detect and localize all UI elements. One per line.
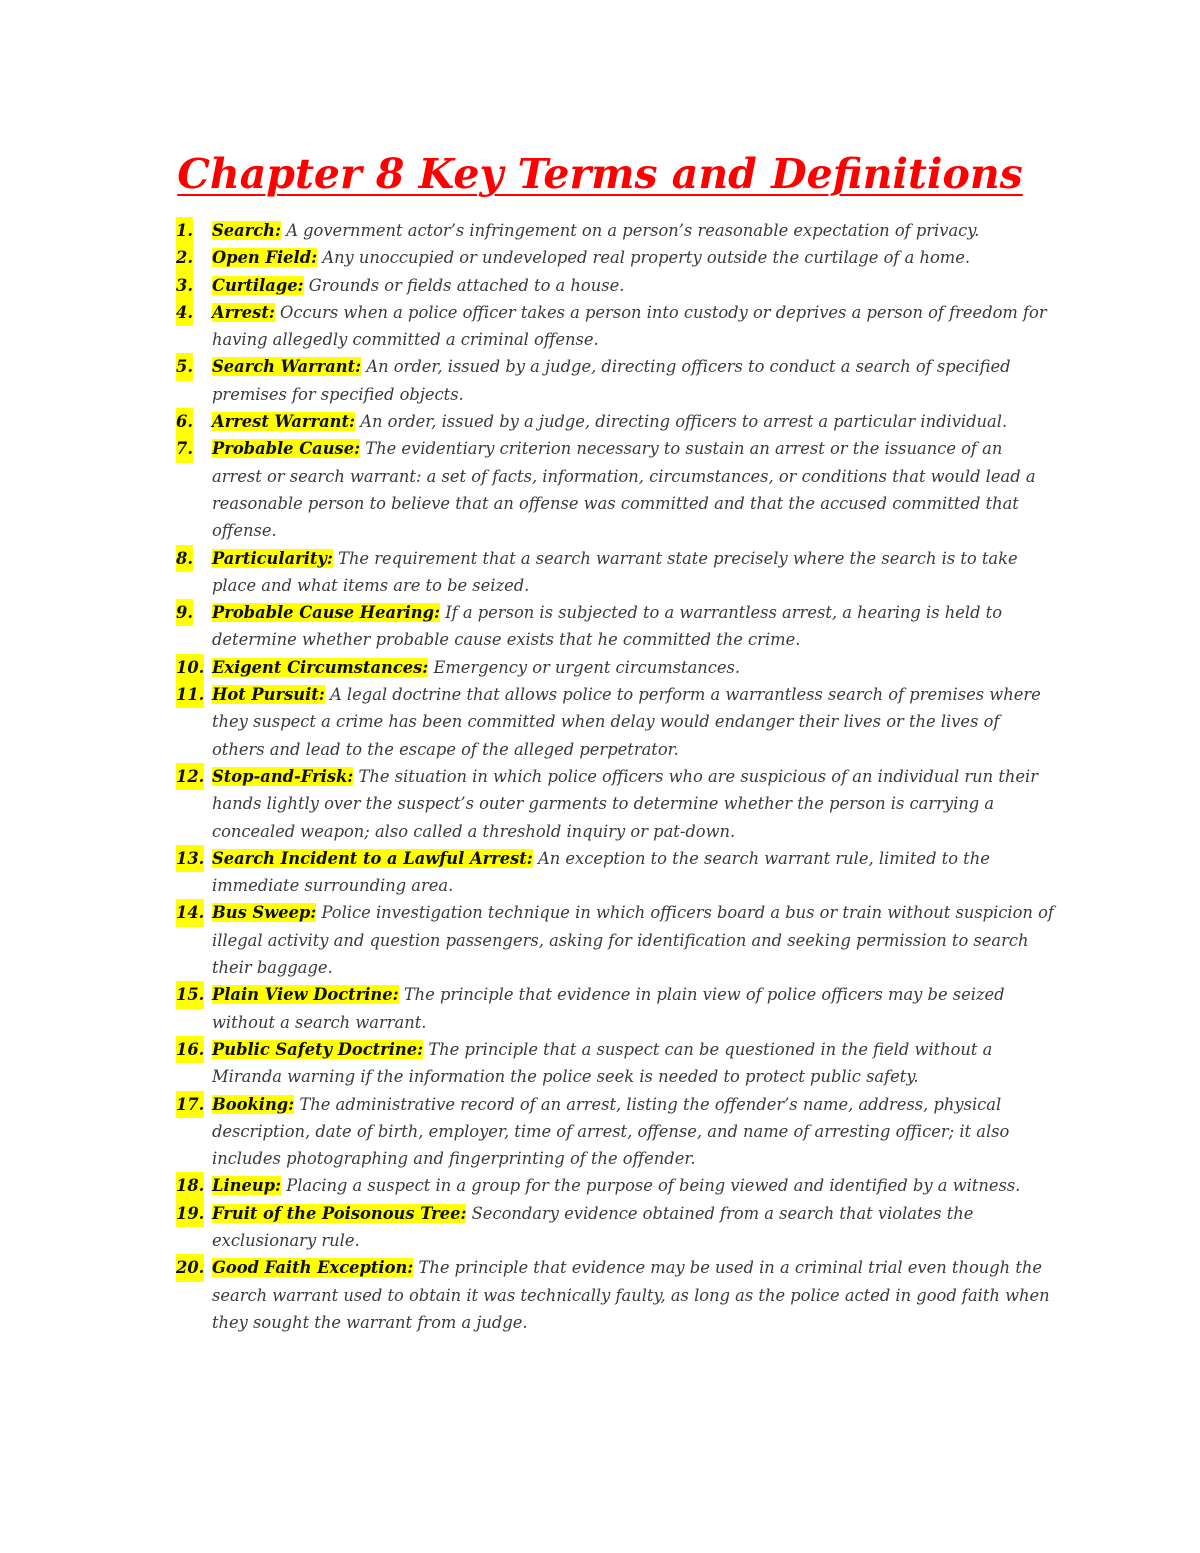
term-number: 6. (176, 408, 193, 435)
term-word: Fruit of the Poisonous Tree: (212, 1203, 467, 1223)
term-number: 4. (176, 299, 193, 326)
term-word: Probable Cause Hearing: (212, 603, 441, 623)
term-number: 1. (176, 217, 193, 244)
term-definition: A legal doctrine that allows police to perform a warrantless search of premises where they suspect a crime has been committed when delay would endanger their lives or the lives of others and lead to the escape of the alleged perpetrator. (212, 685, 1041, 759)
term-word: Good Faith Exception: (212, 1258, 414, 1278)
page-title (0, 144, 1200, 204)
term-item (176, 217, 1056, 244)
term-number: 14. (176, 899, 204, 926)
term-definition: Secondary evidence obtained from a search that violates the exclusionary rule. (212, 1203, 974, 1250)
term-number: 5. (176, 353, 193, 380)
term-item (176, 1036, 1056, 1091)
term-number: 9. (176, 599, 193, 626)
term-word: Stop-and-Frisk: (212, 766, 354, 786)
term-definition: The principle that evidence in plain view of police officers may be seized without a search warrant. (212, 985, 1005, 1032)
term-word: Hot Pursuit: (212, 685, 325, 705)
term-item (176, 981, 1056, 1036)
term-number: 10. (176, 654, 204, 681)
term-item (176, 1091, 1056, 1173)
page-title-text: Chapter 8 Key Terms and Definitions (177, 150, 1023, 198)
term-word: Open Field: (212, 248, 318, 268)
term-definition: Placing a suspect in a group for the purpose of being viewed and identified by a witness. (286, 1176, 1021, 1196)
term-word: Search Warrant: (212, 357, 362, 377)
term-definition: Police investigation technique in which officers board a bus or train without suspicion of illegal activity and question passengers, asking for identification and seeking permission to search their baggage. (212, 903, 1054, 978)
term-word: Arrest Warrant: (212, 412, 355, 432)
term-item (176, 1172, 1056, 1199)
term-definition: An exception to the search warrant rule, limited to the immediate surrounding area. (212, 848, 990, 896)
term-definition: Occurs when a police officer takes a person into custody or deprives a person of freedom for having allegedly committed a criminal offense. (212, 302, 1047, 350)
term-word: Bus Sweep: (212, 903, 317, 923)
term-item (176, 545, 1056, 600)
term-word: Public Safety Doctrine: (212, 1039, 424, 1059)
term-number: 12. (176, 763, 204, 790)
term-definition: The principle that a suspect can be questioned in the field without a Miranda warning if the information the police seek is needed to protect public safety. (212, 1039, 993, 1087)
term-definition: Emergency or urgent circumstances. (433, 657, 741, 677)
term-number: 18. (176, 1172, 204, 1199)
term-number: 13. (176, 845, 204, 872)
term-number: 20. (176, 1254, 204, 1281)
term-word: Arrest: (212, 302, 275, 322)
term-item (176, 654, 1056, 681)
term-word: Plain View Doctrine: (212, 985, 399, 1005)
term-item (176, 681, 1056, 763)
term-number: 16. (176, 1036, 204, 1063)
term-definition: A government actor’s infringement on a person’s reasonable expectation of privacy. (286, 221, 980, 240)
key-terms-list (176, 217, 1056, 1336)
term-word: Lineup: (212, 1176, 282, 1196)
term-number: 19. (176, 1200, 204, 1227)
term-item (176, 1254, 1056, 1336)
term-number: 15. (176, 981, 204, 1008)
term-definition: If a person is subjected to a warrantless arrest, a hearing is held to determine whether probable cause exists that he committed the crime. (212, 603, 1003, 650)
term-definition: An order, issued by a judge, directing officers to arrest a particular individual. (360, 412, 1008, 432)
term-definition: Grounds or fields attached to a house. (308, 275, 625, 295)
term-number: 11. (176, 681, 204, 708)
term-word: Search: (212, 221, 282, 240)
term-word: Curtilage: (212, 275, 304, 295)
term-word: Booking: (212, 1094, 295, 1114)
term-word: Probable Cause: (212, 439, 361, 459)
term-definition: The evidentiary criterion necessary to sustain an arrest or the issuance of an arrest or search warrant: a set of facts, information, circumstances, or conditions that would lead a reasonable person to believe that an offense was committed and that the accused committed that offense. (212, 439, 1036, 541)
term-item (176, 299, 1056, 354)
term-item (176, 1200, 1056, 1255)
term-item (176, 353, 1056, 408)
term-number: 7. (176, 435, 193, 462)
term-item (176, 845, 1056, 900)
term-number: 3. (176, 272, 193, 299)
term-definition: The situation in which police officers who are suspicious of an individual run their hands lightly over the suspect’s outer garments to determine whether the person is carrying a concealed weapon; also called a threshold inquiry or pat-down. (212, 766, 1038, 841)
term-item (176, 435, 1056, 544)
term-word: Particularity: (212, 548, 333, 568)
term-item (176, 408, 1056, 435)
term-item (176, 272, 1056, 299)
term-item (176, 244, 1056, 271)
term-word: Exigent Circumstances: (212, 657, 429, 677)
term-item (176, 599, 1056, 654)
term-number: 8. (176, 545, 193, 572)
term-number: 2. (176, 244, 193, 271)
term-item (176, 763, 1056, 845)
term-definition: The requirement that a search warrant state precisely where the search is to take place and what items are to be seized. (212, 548, 1018, 595)
term-definition: An order, issued by a judge, directing officers to conduct a search of specified premises for specified objects. (212, 357, 1011, 404)
term-item (176, 899, 1056, 981)
term-word: Search Incident to a Lawful Arrest: (212, 848, 533, 868)
term-definition: The principle that evidence may be used in a criminal trial even though the search warrant used to obtain it was technically faulty, as long as the police acted in good faith when they sought the warrant from a judge. (212, 1258, 1050, 1332)
term-definition: The administrative record of an arrest, listing the offender’s name, address, physical description, date of birth, employer, time of arrest, offense, and name of arresting officer; it also includes photographing and fingerprinting of the offender. (212, 1094, 1010, 1169)
term-definition: Any unoccupied or undeveloped real property outside the curtilage of a home. (322, 248, 971, 268)
term-number: 17. (176, 1091, 204, 1118)
